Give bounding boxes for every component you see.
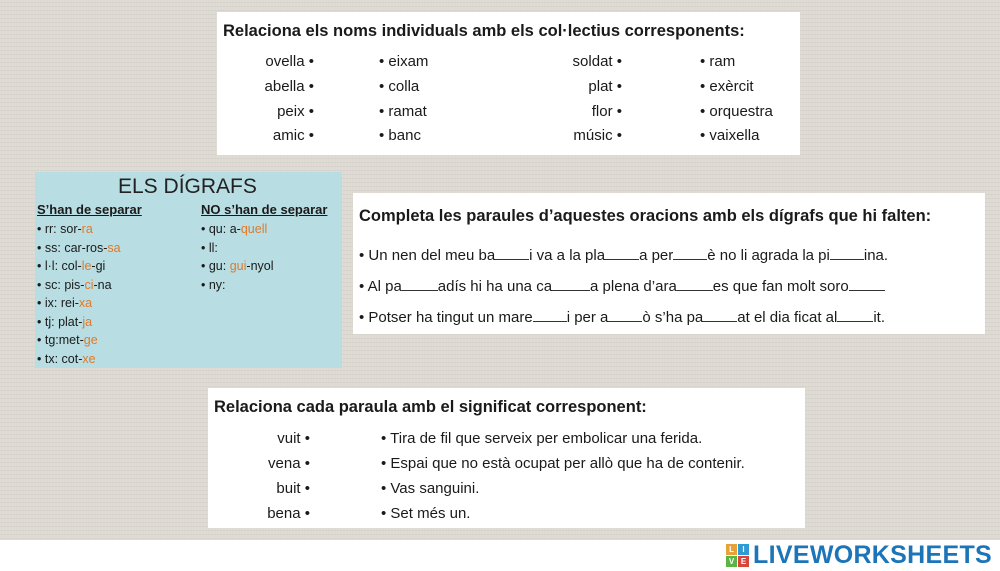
match-left-word-3[interactable]: peix • xyxy=(277,103,314,120)
sentence-3 xyxy=(359,307,885,326)
logo-tile: I xyxy=(738,544,749,555)
sentence-text: a plena d’ara xyxy=(590,278,677,295)
exercise-meanings-panel xyxy=(208,388,805,528)
exercise-meanings-title: Relaciona cada paraula amb el significat corresponent: xyxy=(214,398,647,416)
answer-blank[interactable] xyxy=(608,307,642,322)
match-right-option-2[interactable]: • exèrcit xyxy=(700,78,754,95)
match-right-option-3[interactable]: • orquestra xyxy=(700,103,773,120)
bullet: • xyxy=(37,314,45,329)
separar-item-7 xyxy=(37,333,98,347)
no-separar-item-3 xyxy=(201,259,274,273)
digraf-label: ix: xyxy=(44,296,61,310)
digraf-highlight: ci xyxy=(84,277,94,292)
exercise-digrafs-panel xyxy=(353,193,985,334)
sentence-2 xyxy=(359,276,885,295)
digraf-highlight: xe xyxy=(82,351,96,366)
syllable: col- xyxy=(61,259,82,273)
syllable: -gi xyxy=(91,259,106,273)
sentence-text: a per xyxy=(639,247,674,264)
sentence-1 xyxy=(359,245,888,264)
meaning-word-2[interactable]: vena • xyxy=(268,455,310,472)
digraf-label: tj: xyxy=(44,314,59,329)
meaning-option-4[interactable]: • Set més un. xyxy=(381,505,471,522)
no-separar-item-4 xyxy=(201,278,226,292)
syllable: plat- xyxy=(58,314,83,329)
match-left-word-4[interactable]: amic • xyxy=(272,127,314,144)
sentence-text: at el dia ficat al xyxy=(737,309,838,326)
separar-item-2 xyxy=(37,241,121,255)
bullet: • xyxy=(201,240,209,255)
digraf-highlight: xa xyxy=(78,296,93,310)
digraf-label: ss: xyxy=(44,240,65,255)
match-left-option-1[interactable]: • eixam xyxy=(379,53,429,70)
sentence-text: • Potser ha tingut un mare xyxy=(359,309,533,326)
logo-tile: L xyxy=(726,544,737,555)
bullet: • xyxy=(201,259,209,273)
answer-blank[interactable] xyxy=(552,276,590,291)
bullet: • xyxy=(37,259,45,273)
no-separar-item-1 xyxy=(201,222,267,236)
bullet: • xyxy=(37,222,45,236)
meaning-option-3[interactable]: • Vas sanguini. xyxy=(381,480,480,497)
syllable: sor- xyxy=(60,222,82,236)
answer-blank[interactable] xyxy=(402,276,438,291)
match-right-word-1[interactable]: soldat • xyxy=(572,53,622,70)
syllable: met- xyxy=(58,333,84,347)
digraf-label: ll: xyxy=(208,240,218,255)
match-right-option-1[interactable]: • ram xyxy=(700,53,736,70)
match-right-word-3[interactable]: flor • xyxy=(591,103,622,120)
sentence-text: è no li agrada la pi xyxy=(707,247,830,264)
digraf-highlight: le xyxy=(81,259,92,273)
match-left-option-2[interactable]: • colla xyxy=(379,78,420,95)
digraf-label: ny: xyxy=(208,277,226,292)
no-separar-item-2 xyxy=(201,241,218,255)
sentence-text: i va a la pla xyxy=(529,247,606,264)
match-right-word-2[interactable]: plat • xyxy=(588,78,622,95)
digraf-label: gu: xyxy=(208,259,230,273)
answer-blank[interactable] xyxy=(605,245,639,260)
meaning-word-4[interactable]: bena • xyxy=(267,505,310,522)
sentence-text: it. xyxy=(873,309,886,326)
answer-blank[interactable] xyxy=(703,307,737,322)
digraf-highlight: gui xyxy=(229,259,247,273)
exercise-digrafs-title: Completa les paraules d’aquestes oracions amb els dígrafs que hi falten: xyxy=(359,207,932,225)
digraf-label: sc: xyxy=(44,277,65,292)
logo-tile: E xyxy=(738,556,749,567)
no-separar-heading: NO s’han de separar xyxy=(201,202,328,217)
liveworksheets-wordmark: LIVEWORKSHEETS xyxy=(753,541,992,569)
meaning-option-1[interactable]: • Tira de fil que serveix per embolicar una ferida. xyxy=(381,430,703,447)
sentence-text: ina. xyxy=(863,247,889,264)
syllable: a- xyxy=(229,222,241,236)
syllable: car-ros- xyxy=(64,240,108,255)
digraf-highlight: ja xyxy=(82,314,93,329)
exercise-collectives-title: Relaciona els noms individuals amb els col·lectius corresponents: xyxy=(223,22,745,40)
answer-blank[interactable] xyxy=(677,276,713,291)
answer-blank[interactable] xyxy=(830,245,864,260)
match-right-option-4[interactable]: • vaixella xyxy=(700,127,760,144)
separar-heading: S’han de separar xyxy=(37,202,142,217)
bullet: • xyxy=(201,277,209,292)
meaning-word-3[interactable]: buit • xyxy=(276,480,310,497)
separar-item-1 xyxy=(37,222,93,236)
sentence-text: adís hi ha una ca xyxy=(437,278,553,295)
bullet: • xyxy=(37,333,45,347)
digraf-label: qu: xyxy=(208,222,230,236)
digraf-highlight: sa xyxy=(107,240,121,255)
sentence-text: • Un nen del meu ba xyxy=(359,247,496,264)
meaning-word-1[interactable]: vuit • xyxy=(277,430,310,447)
bullet: • xyxy=(37,277,45,292)
exercise-collectives-panel xyxy=(217,12,800,155)
bullet: • xyxy=(37,351,45,366)
digraf-highlight: ra xyxy=(81,222,93,236)
syllable: -nyol xyxy=(246,259,274,273)
sentence-text: ò s’ha pa xyxy=(642,309,704,326)
meaning-option-2[interactable]: • Espai que no està ocupat per allò que ha de contenir. xyxy=(381,455,745,472)
match-left-option-3[interactable]: • ramat xyxy=(379,103,427,120)
match-left-word-2[interactable]: abella • xyxy=(264,78,314,95)
answer-blank[interactable] xyxy=(673,245,707,260)
separar-item-3 xyxy=(37,259,105,273)
liveworksheets-icon xyxy=(726,544,749,567)
syllable: pis- xyxy=(64,277,85,292)
digraf-label: l·l: xyxy=(44,259,62,273)
answer-blank[interactable] xyxy=(533,307,567,322)
bullet: • xyxy=(201,222,209,236)
logo-tile: V xyxy=(726,556,737,567)
answer-blank[interactable] xyxy=(849,276,885,291)
sentence-text: es que fan molt soro xyxy=(712,278,849,295)
digraf-highlight: ge xyxy=(83,333,98,347)
match-left-option-4[interactable]: • banc xyxy=(379,127,421,144)
separar-item-6 xyxy=(37,315,92,329)
match-left-word-1[interactable]: ovella • xyxy=(265,53,314,70)
sentence-text: i per a xyxy=(566,309,609,326)
digrafs-title: ELS DÍGRAFS xyxy=(118,175,257,198)
separar-item-8 xyxy=(37,352,96,366)
liveworksheets-logo[interactable] xyxy=(726,541,992,570)
digraf-label: tg: xyxy=(44,333,59,347)
match-right-word-4[interactable]: músic • xyxy=(573,127,622,144)
separar-item-5 xyxy=(37,296,92,310)
bullet: • xyxy=(37,296,45,310)
bullet: • xyxy=(37,240,45,255)
digraf-highlight: quell xyxy=(240,222,268,236)
digraf-label: rr: xyxy=(44,222,61,236)
answer-blank[interactable] xyxy=(837,307,873,322)
sentence-text: • Al pa xyxy=(359,278,402,295)
digraf-label: tx: xyxy=(44,351,62,366)
digrafs-reference-box xyxy=(35,172,342,368)
footer-bar xyxy=(0,540,1000,571)
syllable: -na xyxy=(93,277,112,292)
answer-blank[interactable] xyxy=(495,245,529,260)
syllable: rei- xyxy=(60,296,79,310)
syllable: cot- xyxy=(61,351,83,366)
separar-item-4 xyxy=(37,278,112,292)
